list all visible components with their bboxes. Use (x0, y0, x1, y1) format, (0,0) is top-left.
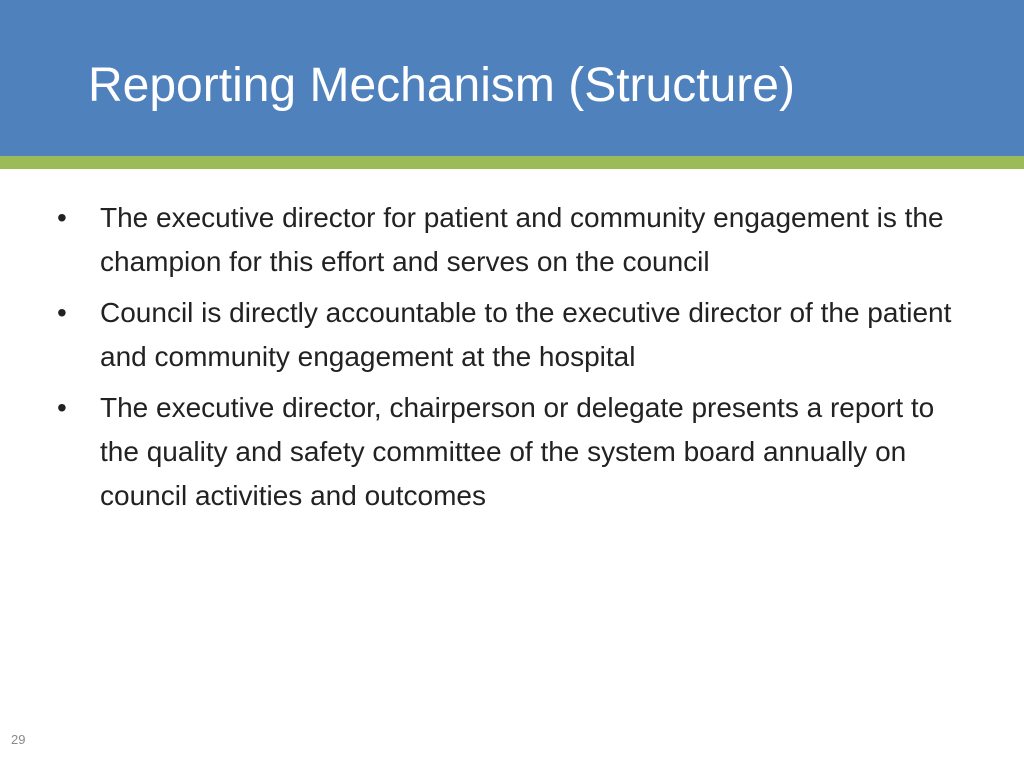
bullet-text: The executive director for patient and community engagement is the champion for this effort and serves on the council (100, 202, 944, 277)
accent-stripe (0, 156, 1024, 169)
bullet-icon: • (57, 297, 67, 328)
bullet-text: The executive director, chairperson or delegate presents a report to the quality and safety committee of the system board annually on council activities and outcomes (100, 392, 935, 511)
bullet-icon: • (57, 392, 67, 423)
page-number: 29 (11, 732, 26, 747)
bullet-text: Council is directly accountable to the executive director of the patient and community engagement at the hospital (100, 297, 952, 372)
bullet-item (56, 196, 956, 284)
bullet-item (56, 386, 956, 518)
bullet-item (56, 291, 956, 379)
bullet-icon: • (57, 202, 67, 233)
slide-title: Reporting Mechanism (Structure) (88, 59, 795, 112)
bullet-list (56, 196, 956, 525)
